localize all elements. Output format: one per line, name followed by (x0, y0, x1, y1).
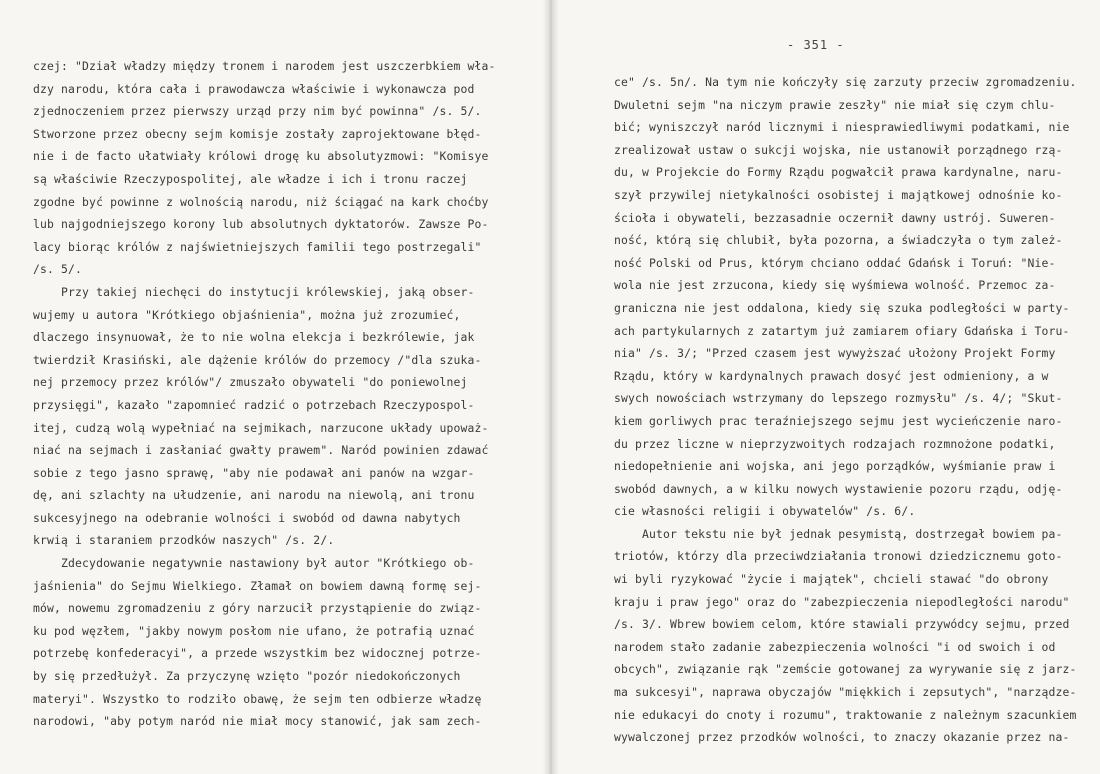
text-line: twierdził Krasiński, ale dążenie królów do przemocy /"dla szuka- (33, 352, 482, 367)
text-line: ku pod węzłem, "jakby nowym posłom nie ufano, że potrafią uznać (33, 623, 475, 638)
text-line: /s. 5/. (33, 262, 83, 277)
text-line: wi byli ryzykować "życie i majątek", chcieli stawać "do obrony (614, 572, 1049, 587)
text-line: niać na sejmach i zasłaniać gwałty prawem". Naród powinien zdawać (33, 443, 489, 458)
text-line: kiem gorliwych prac teraźniejszego sejmu jest wycieńczenie naro- (614, 413, 1063, 428)
right-page (551, 0, 1100, 774)
text-line: ność Polski od Prus, którym chciano oddać Gdańsk i Toruń: "Nie- (614, 255, 1056, 270)
text-line: lub najgodniejszego korony lub absolutnych dyktatorów. Zawsze Po- (33, 217, 489, 232)
text-line: narodem stało zadanie zabezpieczenia wolności "i od swoich i od (614, 639, 1056, 654)
text-line: du przez liczne w nieprzyzwoitych rodzajach rozmnożone podatki, (614, 436, 1056, 451)
text-line: są właściwie Rzeczypospolitej, ale władze i ich i tronu raczej (33, 171, 468, 186)
text-line: nie edukacyi do cnoty i rozumu", traktowanie z należnym szacunkiem (614, 707, 1077, 722)
text-line: ność, którą się chlubił, była pozorna, a świadczyła o tym zależ- (614, 233, 1063, 248)
text-line: ma sukcesyi", naprawa obyczajów "miękkich i zepsutych", "narządze- (614, 685, 1077, 700)
text-line: kraju i praw jego" oraz do "zabezpieczenia niepodległości narodu" (614, 594, 1070, 609)
text-line: ce" /s. 5n/. Na tym nie kończyły się zarzuty przeciw zgromadzeniu. (614, 75, 1077, 89)
text-line: zjednoczeniem przez pierwszy urząd przy nim być powinna" /s. 5/. (33, 104, 482, 119)
text-line: nia" /s. 3/; "Przed czasem jest wywyższać ułożony Projekt Formy (614, 346, 1056, 361)
text-line: ach partykularnych z zatartym już zamiarem ofiary Gdańska i Toru- (614, 323, 1070, 338)
text-line: niedopełnienie ani wojska, ani jego porządków, wyśmianie praw i (614, 459, 1056, 474)
text-line: dlaczego insynuował, że to nie wolna elekcja i bezkrólewie, jak (33, 330, 475, 345)
text-line: narodowi, "aby potym naród nie miał mocy stanowić, jak sam zech- (33, 714, 482, 729)
left-page (0, 0, 549, 774)
text-line: wujemy u autora "Krótkiego objaśnienia", można już zrozumieć, (33, 307, 461, 322)
text-line: by się przedłużył. Za przyczynę wzięto "pozór niedokończonych (33, 669, 461, 684)
text-line: nie i de facto ułatwiały królowi drogę ku absolutyzmowi: "Komisye (33, 149, 489, 164)
page-number: - 351 - (787, 38, 845, 52)
text-line: jaśnienia" do Sejmu Wielkiego. Złamał on bowiem dawną formę sej- (33, 578, 482, 593)
book-gutter (543, 0, 559, 774)
text-line: materyi". Wszystko to rodziło obawę, że sejm ten odbierze władzę (33, 691, 482, 706)
right-page-text (614, 71, 1077, 749)
text-line: du, w Projekcie do Formy Rządu pogwałcił prawa kardynalne, naru- (614, 165, 1063, 180)
text-line: Dwuletni sejm "na niczym prawie zeszły" nie miał się czym chlu- (614, 97, 1056, 112)
text-line: zgodne być powinne z wolnością narodu, niż ściągać na kark choćby (33, 194, 489, 209)
text-line: ścioła i obywateli, bezzasadnie oczernił dawny ustrój. Suweren- (614, 210, 1056, 225)
text-line: dę, ani szlachty na ułudzenie, ani narodu na niewolą, ani tronu (33, 488, 475, 503)
text-line: bić; wyniszczył naród licznymi i niesprawiedliwymi podatkami, nie (614, 120, 1070, 135)
text-line: swych nowościach wstrzymany do lepszego rozmysłu" /s. 4/; "Skut- (614, 391, 1063, 406)
text-line: mów, nowemu zgromadzeniu z góry narzucił przystąpienie do związ- (33, 601, 482, 616)
text-line: graniczna nie jest oddalona, kiedy się szuka podległości w party- (614, 300, 1070, 315)
text-line: triotów, którzy dla przeciwdziałania tronowi dziedzicznemu goto- (614, 549, 1063, 564)
text-line: Stworzone przez obecny sejm komisje zostały zaprojektowane błęd- (33, 126, 482, 141)
text-line: itej, cudzą wolą wypełniać na sejmikach, narzucone układy upoważ- (33, 420, 489, 435)
text-line: Przy takiej niechęci do instytucji królewskiej, jaką obser- (33, 284, 475, 299)
text-line: potrzebę konfederacyi", a przede wszystkim bez widocznej potrze- (33, 646, 482, 661)
text-line: nej przemocy przez królów"/ zmuszało obywateli "do poniewolnej (33, 375, 468, 390)
text-line: wywalczonej przez przodków wolności, to znaczy okazanie przez na- (614, 730, 1070, 745)
text-line: lacy biorąc królów z najświetniejszych familii tego postrzegali" (33, 239, 482, 254)
text-line: szył przywilej nietykalności osobistej i majątkowej odnośnie ko- (614, 187, 1063, 202)
text-line: dzy narodu, która cała i prawodawcza właściwie i wykonawcza pod (33, 81, 475, 96)
text-line: Zdecydowanie negatywnie nastawiony był autor "Krótkiego ob- (33, 556, 475, 571)
text-line: /s. 3/. Wbrew bowiem celom, które stawiali przywódcy sejmu, przed (614, 617, 1070, 632)
text-line: zrealizował ustaw o sukcji wojska, nie ustanowił porządnego rzą- (614, 142, 1063, 157)
text-line: krwią i staraniem przodków naszych" /s. 2/. (33, 533, 335, 548)
text-line: swobód dawnych, a w kilku nowych wystawienie pozoru rządu, odję- (614, 481, 1063, 496)
text-line: Autor tekstu nie był jednak pesymistą, dostrzegał bowiem pa- (614, 526, 1063, 541)
text-line: cie własności religii i obywatelów" /s. 6/. (614, 504, 916, 519)
text-line: Rządu, który w kardynalnych prawach dosyć jest odmieniony, a w (614, 368, 1049, 383)
text-line: przysięgi", kazało "zapomnieć radzić o potrzebach Rzeczypospol- (33, 397, 475, 412)
text-line: obcych", związanie rąk "zemście gotowanej za wyrywanie się z jarz- (614, 662, 1077, 677)
text-line: sukcesyjnego na odebranie wolności i swobód od dawna nabytych (33, 510, 461, 525)
text-line: wola nie jest zrzucona, kiedy się wyśmiewa wolność. Przemoc za- (614, 278, 1056, 293)
text-line: czej: "Dział władzy między tronem i narodem jest uszczerbkiem wła- (33, 59, 496, 73)
left-page-text (33, 55, 496, 733)
text-line: sobie z tego jasno sprawę, "aby nie podawał ani panów na wzgar- (33, 465, 475, 480)
